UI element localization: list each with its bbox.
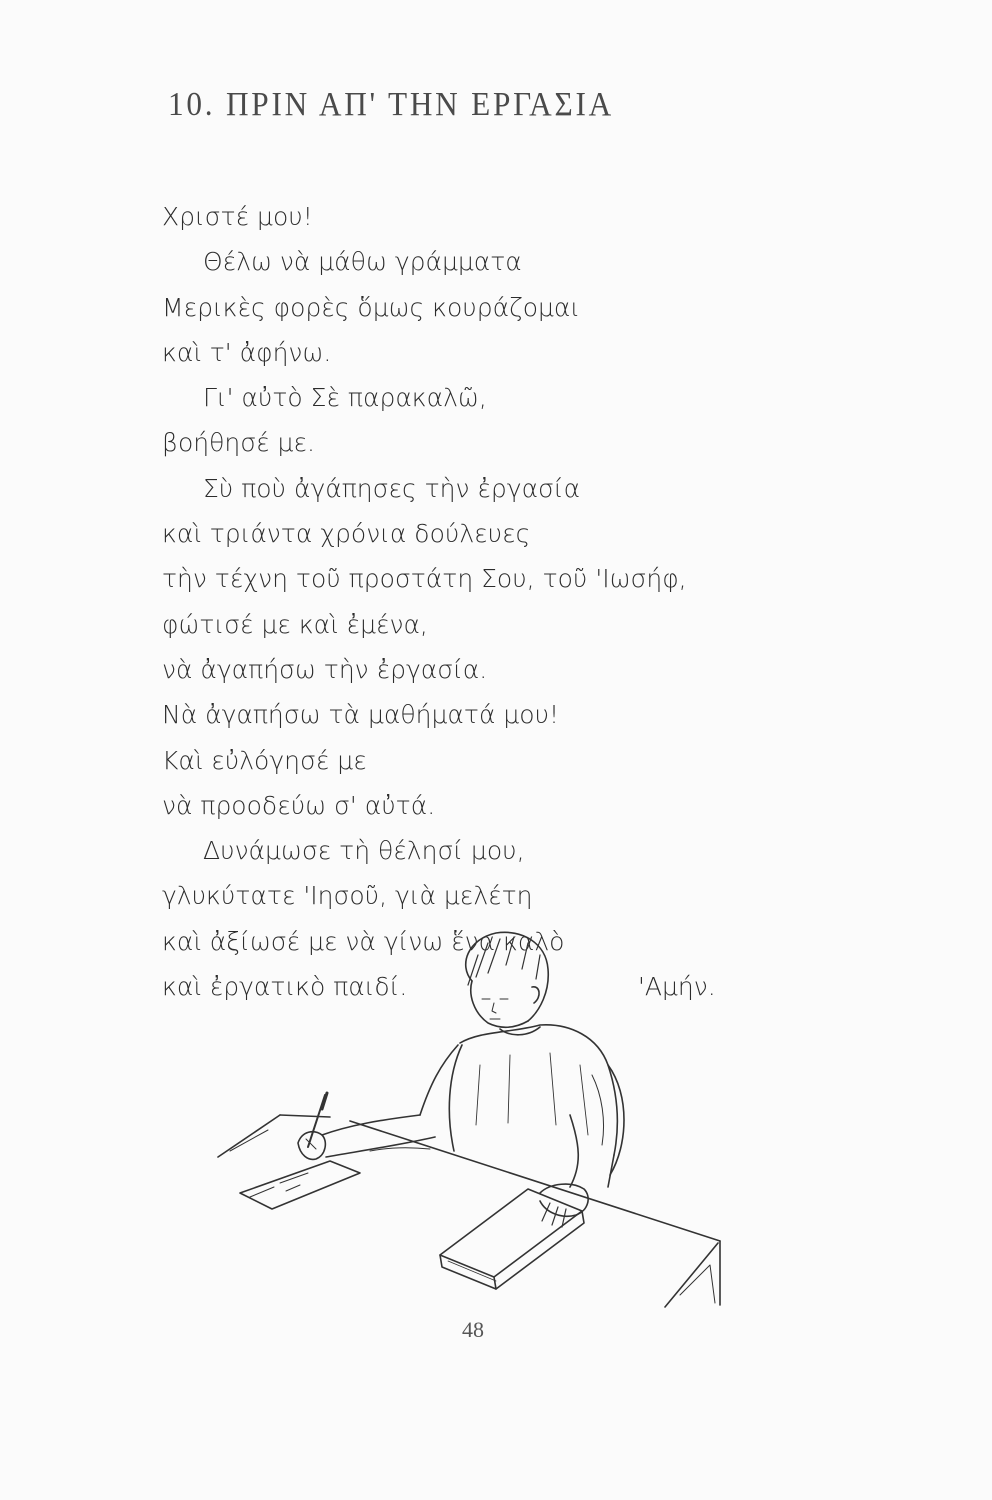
poem-line: γλυκύτατε 'Ιησοῦ, γιὰ μελέτη xyxy=(162,881,533,911)
prayer-text xyxy=(162,194,802,1009)
poem-line: Καὶ εὐλόγησέ με xyxy=(162,745,367,775)
closing-amen: 'Αμήν. xyxy=(638,972,716,1002)
page-title: 10. ΠΡΙΝ ΑΠ' ΤΗΝ ΕΡΓΑΣΙΑ xyxy=(168,86,614,123)
poem-line: Θέλω νὰ μάθω γράμματα xyxy=(203,247,522,277)
poem-line: βοήθησέ με. xyxy=(162,428,315,458)
poem-line: καὶ ἐργατικὸ παιδί. xyxy=(162,972,408,1002)
poem-line: νὰ προοδεύω σ' αὐτά. xyxy=(162,790,436,820)
poem-line: φώτισέ με καὶ ἐμένα, xyxy=(162,609,428,639)
poem-line: Σὺ ποὺ ἀγάπησες τὴν ἐργασία xyxy=(203,473,581,503)
poem-line: καὶ ἀξίωσέ με νὰ γίνω ἕνα καλὸ xyxy=(162,926,565,956)
page-number: 48 xyxy=(462,1317,484,1342)
poem-line: Γι' αὐτὸ Σὲ παρακαλῶ, xyxy=(203,383,487,413)
poem-line: Δυνάμωσε τὴ θέλησί μου, xyxy=(203,836,525,866)
poem-line: νὰ ἀγαπήσω τὴν ἐργασία. xyxy=(162,654,488,684)
poem-line: τὴν τέχνη τοῦ προστάτη Σου, τοῦ 'Ιωσήφ, xyxy=(162,564,687,594)
poem-line: Νὰ ἀγαπήσω τὰ μαθήματά μου! xyxy=(162,700,560,730)
poem-line: καὶ τ' ἀφήνω. xyxy=(162,337,332,367)
poem-line: Χριστέ μου! xyxy=(162,202,313,231)
poem-line: Μερικὲς φορὲς ὅμως κουράζομαι xyxy=(162,292,581,322)
boy-writing-illustration xyxy=(210,925,750,1315)
poem-line: καὶ τριάντα χρόνια δούλευες xyxy=(162,519,531,549)
